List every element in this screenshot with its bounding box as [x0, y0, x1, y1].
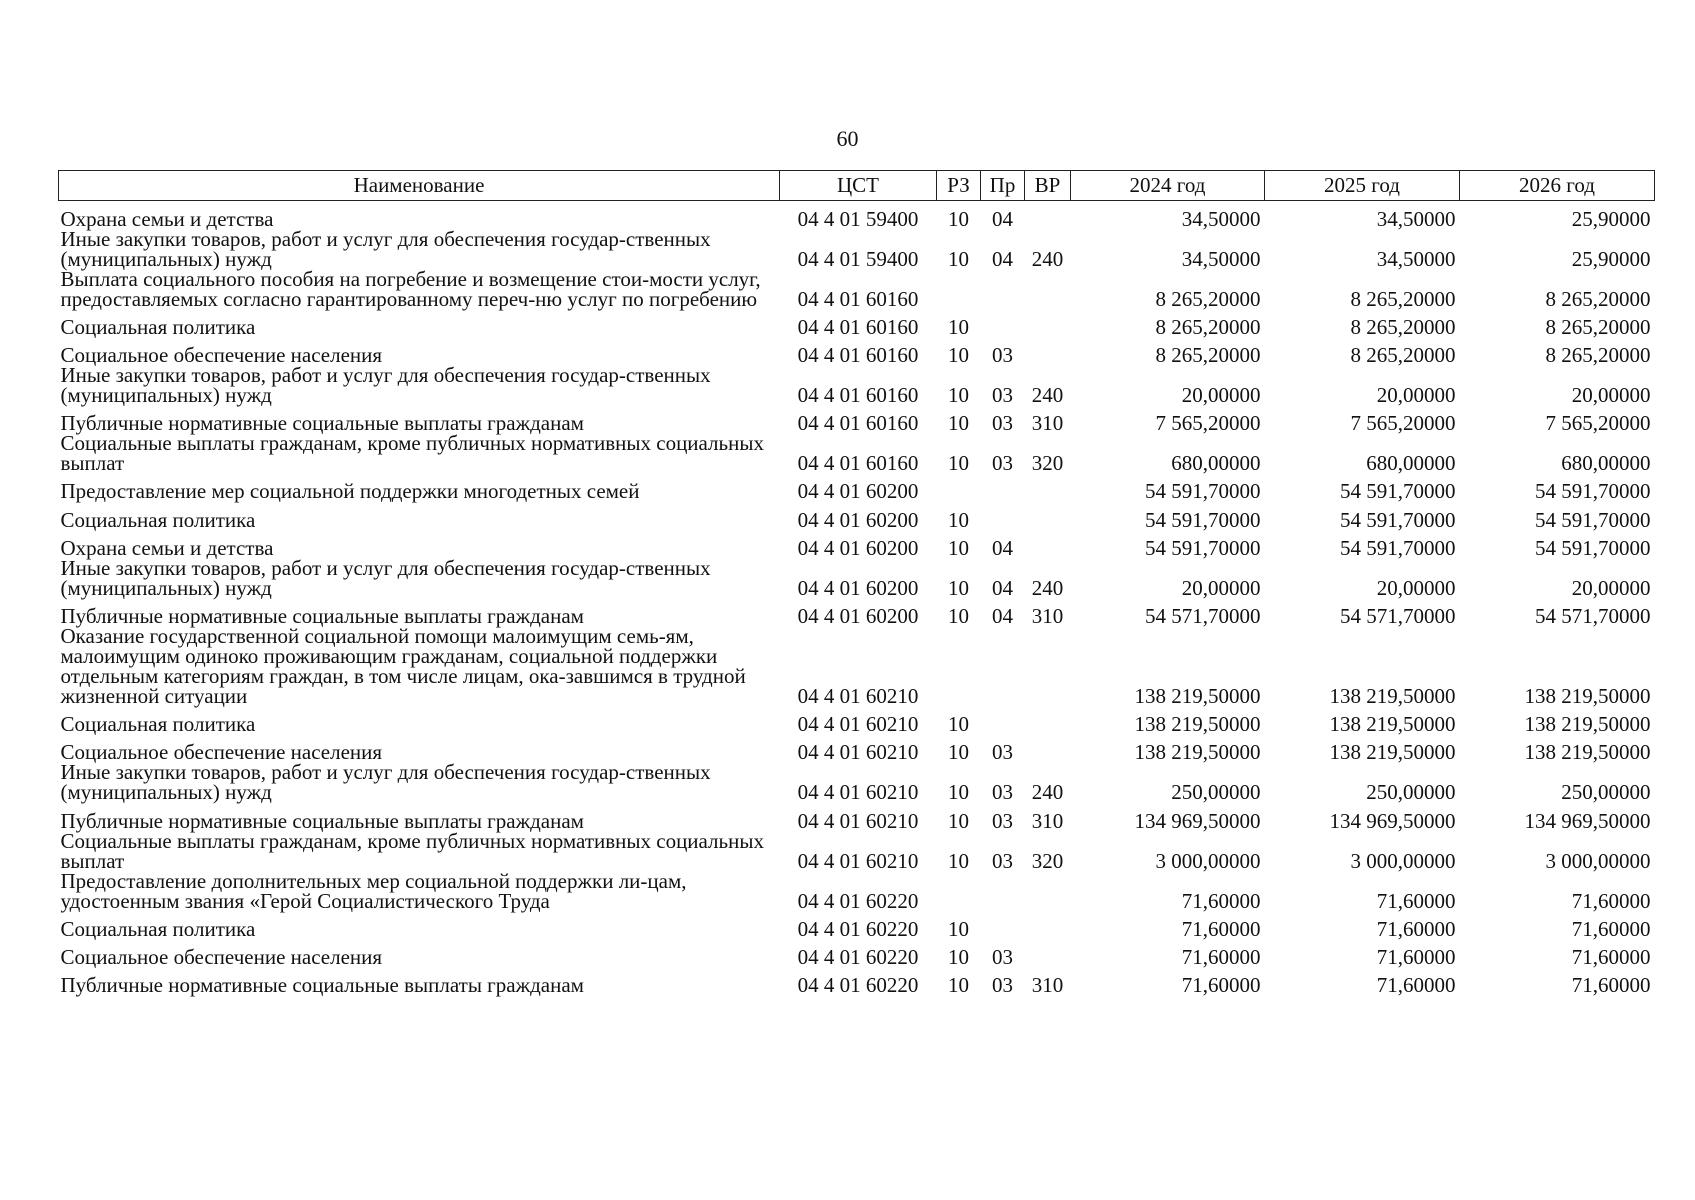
- row-pr: 03: [992, 343, 1013, 368]
- table-row: [59, 269, 1655, 309]
- row-rz: 10: [948, 246, 969, 271]
- table-header-row: [59, 171, 1655, 201]
- row-name: Социальное обеспечение населения: [60, 740, 383, 765]
- table-row: [59, 473, 1655, 501]
- row-value-2026: 3 000,00000: [1545, 848, 1651, 873]
- table-row: [59, 911, 1655, 939]
- row-cst: 04 4 01 60210: [797, 712, 919, 737]
- row-pr: [981, 501, 1025, 529]
- table-row: [59, 967, 1655, 995]
- row-rz: 10: [948, 604, 969, 628]
- row-value-2025: 8 265,20000: [1350, 343, 1456, 368]
- row-rz: [937, 871, 981, 911]
- row-rz: 10: [948, 740, 969, 765]
- table-row: [59, 762, 1655, 802]
- row-rz: 10: [948, 575, 969, 600]
- row-value-2024: 8 265,20000: [1155, 286, 1261, 311]
- row-vr: 310: [1031, 604, 1064, 628]
- row-value-2025: 54 591,70000: [1340, 507, 1456, 532]
- row-name: Социальные выплаты гражданам, кроме публичных нормативных социальных выплат: [60, 828, 764, 873]
- col-header-rz: РЗ: [937, 171, 981, 201]
- row-value-2025: 71,60000: [1376, 973, 1456, 998]
- row-value-2025: 8 265,20000: [1350, 286, 1456, 311]
- row-value-2024: 34,50000: [1181, 206, 1261, 231]
- row-rz: 10: [948, 848, 969, 873]
- row-rz: 10: [948, 535, 969, 560]
- row-pr: 04: [992, 246, 1013, 271]
- row-name: Предоставление мер социальной поддержки многодетных семей: [60, 479, 640, 504]
- row-value-2024: 54 591,70000: [1145, 507, 1261, 532]
- table-row: [59, 706, 1655, 734]
- table-row: [59, 871, 1655, 911]
- col-header-pr: Пр: [981, 171, 1025, 201]
- row-pr: [981, 911, 1025, 939]
- row-value-2026: 71,60000: [1571, 916, 1651, 941]
- row-name: Иные закупки товаров, работ и услуг для обеспечения государ-ственных (муниципальных) нужд: [60, 226, 711, 271]
- row-cst: 04 4 01 59400: [797, 246, 919, 271]
- row-value-2026: 25,90000: [1571, 206, 1651, 231]
- row-name: Публичные нормативные социальные выплаты гражданам: [60, 604, 584, 628]
- row-value-2025: 54 591,70000: [1340, 535, 1456, 560]
- row-vr: 310: [1031, 973, 1064, 998]
- row-name: Публичные нормативные социальные выплаты гражданам: [60, 411, 584, 436]
- row-value-2024: 54 591,70000: [1145, 535, 1261, 560]
- row-name: Охрана семьи и детства: [60, 535, 274, 560]
- row-value-2024: 20,00000: [1181, 575, 1261, 600]
- row-vr: [1025, 501, 1071, 529]
- row-value-2025: 7 565,20000: [1350, 411, 1456, 436]
- row-value-2026: 134 969,50000: [1524, 808, 1651, 833]
- row-value-2024: 71,60000: [1181, 944, 1261, 969]
- table-row: [59, 433, 1655, 473]
- row-vr: [1025, 337, 1071, 365]
- row-pr: 03: [992, 944, 1013, 969]
- row-cst: 04 4 01 60200: [797, 507, 919, 532]
- row-value-2026: 20,00000: [1571, 575, 1651, 600]
- row-pr: 03: [992, 780, 1013, 805]
- row-cst: 04 4 01 60210: [797, 780, 919, 805]
- row-value-2024: 7 565,20000: [1155, 411, 1261, 436]
- row-name: Выплата социального пособия на погребение и возмещение стои-мости услуг, предоставляемых согласно гарантированному переч-ню услуг по погребению: [60, 266, 761, 311]
- row-cst: 04 4 01 60160: [797, 286, 919, 311]
- row-value-2026: 250,00000: [1561, 780, 1651, 805]
- row-value-2025: 138 219,50000: [1329, 740, 1456, 765]
- budget-table: [58, 170, 1655, 998]
- row-rz: [937, 626, 981, 706]
- row-rz: 10: [948, 780, 969, 805]
- row-vr: 310: [1031, 808, 1064, 833]
- row-rz: 10: [948, 343, 969, 368]
- row-pr: [981, 706, 1025, 734]
- col-header-2026: 2026 год: [1460, 171, 1655, 201]
- row-value-2025: 3 000,00000: [1350, 848, 1456, 873]
- row-cst: 04 4 01 60220: [797, 944, 919, 969]
- row-vr: 240: [1031, 780, 1064, 805]
- row-value-2025: 8 265,20000: [1350, 314, 1456, 339]
- row-cst: 04 4 01 60200: [797, 575, 919, 600]
- row-cst: 04 4 01 60210: [797, 848, 919, 873]
- row-pr: 04: [992, 206, 1013, 231]
- col-header-cst: ЦСТ: [780, 171, 937, 201]
- table-row: [59, 365, 1655, 405]
- table-row: [59, 501, 1655, 529]
- row-cst: 04 4 01 60220: [797, 888, 919, 913]
- row-value-2025: 138 219,50000: [1329, 684, 1456, 708]
- row-value-2025: 250,00000: [1366, 780, 1456, 805]
- row-value-2026: 71,60000: [1571, 973, 1651, 998]
- col-header-name: Наименование: [59, 171, 780, 201]
- row-value-2024: 250,00000: [1171, 780, 1261, 805]
- row-pr: 03: [992, 740, 1013, 765]
- row-pr: [981, 309, 1025, 337]
- row-rz: 10: [948, 916, 969, 941]
- row-rz: 10: [948, 314, 969, 339]
- row-pr: [981, 473, 1025, 501]
- row-name: Предоставление дополнительных мер социальной поддержки ли-цам, удостоенным звания «Герой Социалистического Труда: [60, 868, 687, 913]
- row-vr: [1025, 626, 1071, 706]
- table-row: [59, 530, 1655, 558]
- row-rz: 10: [948, 383, 969, 408]
- row-name: Социальные выплаты гражданам, кроме публичных нормативных социальных выплат: [60, 431, 764, 476]
- row-vr: [1025, 706, 1071, 734]
- row-value-2024: 20,00000: [1181, 383, 1261, 408]
- row-cst: 04 4 01 60160: [797, 451, 919, 476]
- row-value-2025: 34,50000: [1376, 206, 1456, 231]
- row-value-2026: 138 219,50000: [1524, 712, 1651, 737]
- row-value-2024: 71,60000: [1181, 888, 1261, 913]
- row-name: Социальная политика: [60, 314, 256, 339]
- row-cst: 04 4 01 60160: [797, 343, 919, 368]
- row-vr: [1025, 939, 1071, 967]
- row-cst: 04 4 01 60210: [797, 808, 919, 833]
- row-vr: [1025, 309, 1071, 337]
- row-name: Охрана семьи и детства: [60, 206, 274, 231]
- row-vr: 320: [1031, 848, 1064, 873]
- row-cst: 04 4 01 60200: [797, 479, 919, 504]
- row-value-2026: 680,00000: [1561, 451, 1651, 476]
- row-cst: 04 4 01 60160: [797, 411, 919, 436]
- row-value-2025: 20,00000: [1376, 575, 1456, 600]
- row-value-2025: 71,60000: [1376, 944, 1456, 969]
- row-name: Социальная политика: [60, 916, 256, 941]
- row-cst: 04 4 01 60210: [797, 740, 919, 765]
- row-value-2026: 8 265,20000: [1545, 286, 1651, 311]
- row-value-2024: 134 969,50000: [1134, 808, 1261, 833]
- row-cst: 04 4 01 60160: [797, 383, 919, 408]
- row-value-2026: 8 265,20000: [1545, 314, 1651, 339]
- row-pr: 03: [992, 383, 1013, 408]
- row-cst: 04 4 01 60220: [797, 973, 919, 998]
- row-value-2026: 54 591,70000: [1535, 535, 1651, 560]
- table-row: [59, 337, 1655, 365]
- col-header-2025: 2025 год: [1265, 171, 1460, 201]
- table-row: [59, 802, 1655, 830]
- table-row: [59, 734, 1655, 762]
- table-row: [59, 598, 1655, 626]
- row-value-2025: 54 571,70000: [1340, 604, 1456, 628]
- row-pr: 03: [992, 411, 1013, 436]
- row-value-2026: 71,60000: [1571, 888, 1651, 913]
- table-row: [59, 626, 1655, 706]
- row-vr: [1025, 201, 1071, 229]
- row-value-2024: 138 219,50000: [1134, 712, 1261, 737]
- row-name: Социальная политика: [60, 507, 256, 532]
- row-value-2024: 138 219,50000: [1134, 740, 1261, 765]
- row-value-2024: 8 265,20000: [1155, 314, 1261, 339]
- row-value-2024: 54 571,70000: [1145, 604, 1261, 628]
- row-rz: [937, 269, 981, 309]
- row-name: Публичные нормативные социальные выплаты гражданам: [60, 808, 584, 833]
- row-pr: 04: [992, 604, 1013, 628]
- row-pr: 03: [992, 808, 1013, 833]
- row-value-2026: 54 591,70000: [1535, 479, 1651, 504]
- row-value-2024: 680,00000: [1171, 451, 1261, 476]
- row-rz: [937, 473, 981, 501]
- col-header-vr: ВР: [1025, 171, 1071, 201]
- row-value-2026: 138 219,50000: [1524, 684, 1651, 708]
- row-vr: [1025, 734, 1071, 762]
- table-body: [59, 201, 1655, 996]
- row-vr: 240: [1031, 575, 1064, 600]
- row-value-2026: 7 565,20000: [1545, 411, 1651, 436]
- table-row: [59, 201, 1655, 229]
- row-value-2025: 680,00000: [1366, 451, 1456, 476]
- row-value-2026: 54 591,70000: [1535, 507, 1651, 532]
- row-rz: 10: [948, 206, 969, 231]
- row-name: Иные закупки товаров, работ и услуг для обеспечения государ-ственных (муниципальных) нужд: [60, 363, 711, 408]
- page-number: 60: [836, 126, 859, 151]
- row-rz: 10: [948, 411, 969, 436]
- row-vr: [1025, 473, 1071, 501]
- row-value-2025: 20,00000: [1376, 383, 1456, 408]
- row-cst: 04 4 01 60200: [797, 535, 919, 560]
- row-value-2026: 25,90000: [1571, 246, 1651, 271]
- row-value-2026: 20,00000: [1571, 383, 1651, 408]
- row-value-2025: 71,60000: [1376, 888, 1456, 913]
- row-value-2025: 34,50000: [1376, 246, 1456, 271]
- row-vr: [1025, 269, 1071, 309]
- table-row: [59, 558, 1655, 598]
- row-vr: 320: [1031, 451, 1064, 476]
- row-rz: 10: [948, 507, 969, 532]
- table-row: [59, 229, 1655, 269]
- row-pr: [981, 871, 1025, 911]
- row-name: Иные закупки товаров, работ и услуг для обеспечения государ-ственных (муниципальных) нужд: [60, 555, 711, 600]
- row-value-2024: 138 219,50000: [1134, 684, 1261, 708]
- row-cst: 04 4 01 59400: [797, 206, 919, 231]
- row-pr: [981, 626, 1025, 706]
- table-row: [59, 831, 1655, 871]
- row-value-2026: 8 265,20000: [1545, 343, 1651, 368]
- row-cst: 04 4 01 60160: [797, 314, 919, 339]
- row-vr: [1025, 871, 1071, 911]
- row-name: Социальное обеспечение населения: [60, 343, 383, 368]
- table-row: [59, 939, 1655, 967]
- row-value-2026: 138 219,50000: [1524, 740, 1651, 765]
- row-vr: 310: [1031, 411, 1064, 436]
- row-pr: 03: [992, 973, 1013, 998]
- row-rz: 10: [948, 712, 969, 737]
- row-value-2024: 54 591,70000: [1145, 479, 1261, 504]
- row-value-2026: 54 571,70000: [1535, 604, 1651, 628]
- col-header-2024: 2024 год: [1071, 171, 1265, 201]
- row-cst: 04 4 01 60210: [797, 684, 919, 708]
- row-value-2026: 71,60000: [1571, 944, 1651, 969]
- row-value-2025: 71,60000: [1376, 916, 1456, 941]
- row-value-2024: 71,60000: [1181, 973, 1261, 998]
- row-pr: 03: [992, 451, 1013, 476]
- row-rz: 10: [948, 451, 969, 476]
- row-rz: 10: [948, 808, 969, 833]
- row-pr: 03: [992, 848, 1013, 873]
- row-name: Социальное обеспечение населения: [60, 944, 383, 969]
- row-pr: [981, 269, 1025, 309]
- row-name: Иные закупки товаров, работ и услуг для обеспечения государ-ственных (муниципальных) нужд: [60, 760, 711, 805]
- row-value-2024: 34,50000: [1181, 246, 1261, 271]
- row-pr: 04: [992, 575, 1013, 600]
- row-value-2024: 3 000,00000: [1155, 848, 1261, 873]
- row-value-2025: 54 591,70000: [1340, 479, 1456, 504]
- row-vr: 240: [1031, 246, 1064, 271]
- row-cst: 04 4 01 60220: [797, 916, 919, 941]
- row-value-2024: 8 265,20000: [1155, 343, 1261, 368]
- row-rz: 10: [948, 973, 969, 998]
- row-name: Социальная политика: [60, 712, 256, 737]
- row-value-2025: 138 219,50000: [1329, 712, 1456, 737]
- row-name: Оказание государственной социальной помощи малоимущим семь-ям, малоимущим одиноко проживающим гражданам, социальной поддержки отдельным категориям граждан, в том числе лицам, ока-завшимся в трудной жизненной ситуации: [60, 624, 746, 708]
- table-row: [59, 405, 1655, 433]
- row-value-2024: 71,60000: [1181, 916, 1261, 941]
- row-vr: [1025, 530, 1071, 558]
- row-name: Публичные нормативные социальные выплаты гражданам: [60, 973, 584, 998]
- row-rz: 10: [948, 944, 969, 969]
- table-row: [59, 309, 1655, 337]
- row-cst: 04 4 01 60200: [797, 604, 919, 628]
- row-vr: 240: [1031, 383, 1064, 408]
- row-pr: 04: [992, 535, 1013, 560]
- row-vr: [1025, 911, 1071, 939]
- row-value-2025: 134 969,50000: [1329, 808, 1456, 833]
